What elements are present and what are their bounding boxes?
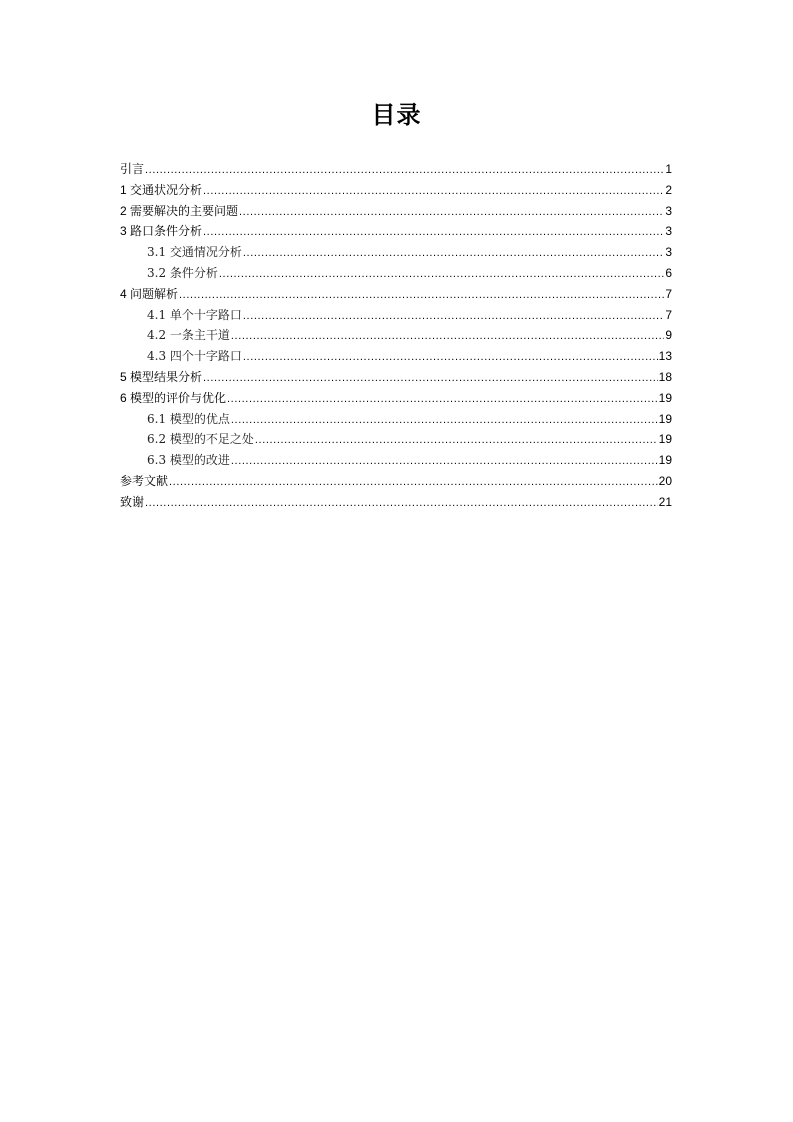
dot-leader bbox=[243, 347, 658, 368]
toc-entry-page-number: 2 bbox=[665, 182, 672, 197]
toc-entry-page-number: 3 bbox=[665, 224, 672, 239]
dot-leader bbox=[243, 243, 664, 264]
toc-entry-label: 4.2 一条主干道 bbox=[147, 328, 230, 343]
toc-entry-label: 6.3 模型的改进 bbox=[147, 453, 230, 468]
dot-leader bbox=[145, 160, 664, 181]
toc-entry-page-number: 19 bbox=[658, 432, 672, 447]
toc-entry-page-number: 19 bbox=[658, 411, 672, 426]
toc-entry-page-number: 7 bbox=[665, 307, 672, 322]
dot-leader bbox=[231, 326, 664, 347]
toc-entry-label: 1 交通状况分析 bbox=[120, 182, 203, 197]
toc-entry-section-5[interactable] bbox=[120, 367, 672, 388]
dot-leader bbox=[169, 472, 658, 493]
toc-entry-label: 4.1 单个十字路口 bbox=[147, 307, 242, 322]
toc-entry-page-number: 21 bbox=[658, 494, 672, 509]
toc-entry-section-2[interactable] bbox=[120, 201, 672, 222]
dot-leader bbox=[243, 306, 664, 327]
toc-entry-page-number: 13 bbox=[658, 349, 672, 364]
toc-entry-page-number: 3 bbox=[665, 245, 672, 260]
dot-leader bbox=[179, 285, 664, 306]
dot-leader bbox=[203, 222, 664, 243]
toc-entry-page-number: 19 bbox=[658, 453, 672, 468]
dot-leader bbox=[203, 368, 658, 389]
toc-entry-page-number: 19 bbox=[658, 390, 672, 405]
toc-entry-label: 6.2 模型的不足之处 bbox=[147, 432, 254, 447]
dot-leader bbox=[239, 202, 664, 223]
toc-entry-label: 参考文献 bbox=[120, 473, 169, 488]
page-title: 目录 bbox=[371, 102, 422, 129]
toc-entry-section-6-3[interactable] bbox=[120, 450, 672, 471]
toc-entry-page-number: 20 bbox=[658, 473, 672, 488]
toc-entry-page-number: 9 bbox=[665, 328, 672, 343]
toc-entry-label: 2 需要解决的主要问题 bbox=[120, 203, 239, 218]
toc-entry-references[interactable] bbox=[120, 471, 672, 492]
toc-entry-section-3-1[interactable] bbox=[120, 242, 672, 263]
toc-entry-label: 5 模型结果分析 bbox=[120, 369, 203, 384]
toc-entry-page-number: 18 bbox=[658, 369, 672, 384]
toc-entry-label: 6.1 模型的优点 bbox=[147, 411, 230, 426]
toc-entry-section-3[interactable] bbox=[120, 221, 672, 242]
toc-entry-section-6-2[interactable] bbox=[120, 429, 672, 450]
toc-entry-label: 4.3 四个十字路口 bbox=[147, 349, 242, 364]
dot-leader bbox=[219, 264, 664, 285]
toc-entry-label: 引言 bbox=[120, 162, 145, 176]
toc-entry-page-number: 1 bbox=[665, 162, 672, 176]
dot-leader bbox=[227, 389, 658, 410]
toc-entry-acknowledgements[interactable] bbox=[120, 492, 672, 513]
toc-entry-label: 6 模型的评价与优化 bbox=[120, 390, 227, 405]
toc-entry-section-4-1[interactable] bbox=[120, 305, 672, 326]
toc-entry-label: 致谢 bbox=[120, 494, 145, 509]
toc-entry-page-number: 7 bbox=[665, 286, 672, 301]
dot-leader bbox=[145, 493, 658, 514]
toc-entry-label: 4 问题解析 bbox=[120, 286, 179, 301]
toc-entry-label: 3.2 条件分析 bbox=[147, 265, 218, 280]
toc-entry-introduction[interactable] bbox=[120, 159, 672, 180]
toc-entry-section-4[interactable] bbox=[120, 284, 672, 305]
table-of-contents bbox=[120, 159, 672, 513]
toc-entry-page-number: 3 bbox=[665, 203, 672, 218]
dot-leader bbox=[231, 451, 658, 472]
dot-leader bbox=[255, 430, 658, 451]
toc-entry-page-number: 6 bbox=[665, 265, 672, 280]
toc-entry-section-6[interactable] bbox=[120, 388, 672, 409]
toc-entry-section-4-3[interactable] bbox=[120, 346, 672, 367]
dot-leader bbox=[231, 410, 658, 431]
toc-entry-section-1[interactable] bbox=[120, 180, 672, 201]
toc-entry-section-6-1[interactable] bbox=[120, 409, 672, 430]
toc-entry-section-3-2[interactable] bbox=[120, 263, 672, 284]
toc-entry-label: 3.1 交通情况分析 bbox=[147, 245, 242, 260]
toc-entry-label: 3 路口条件分析 bbox=[120, 224, 203, 239]
toc-entry-section-4-2[interactable] bbox=[120, 325, 672, 346]
dot-leader bbox=[203, 181, 664, 202]
